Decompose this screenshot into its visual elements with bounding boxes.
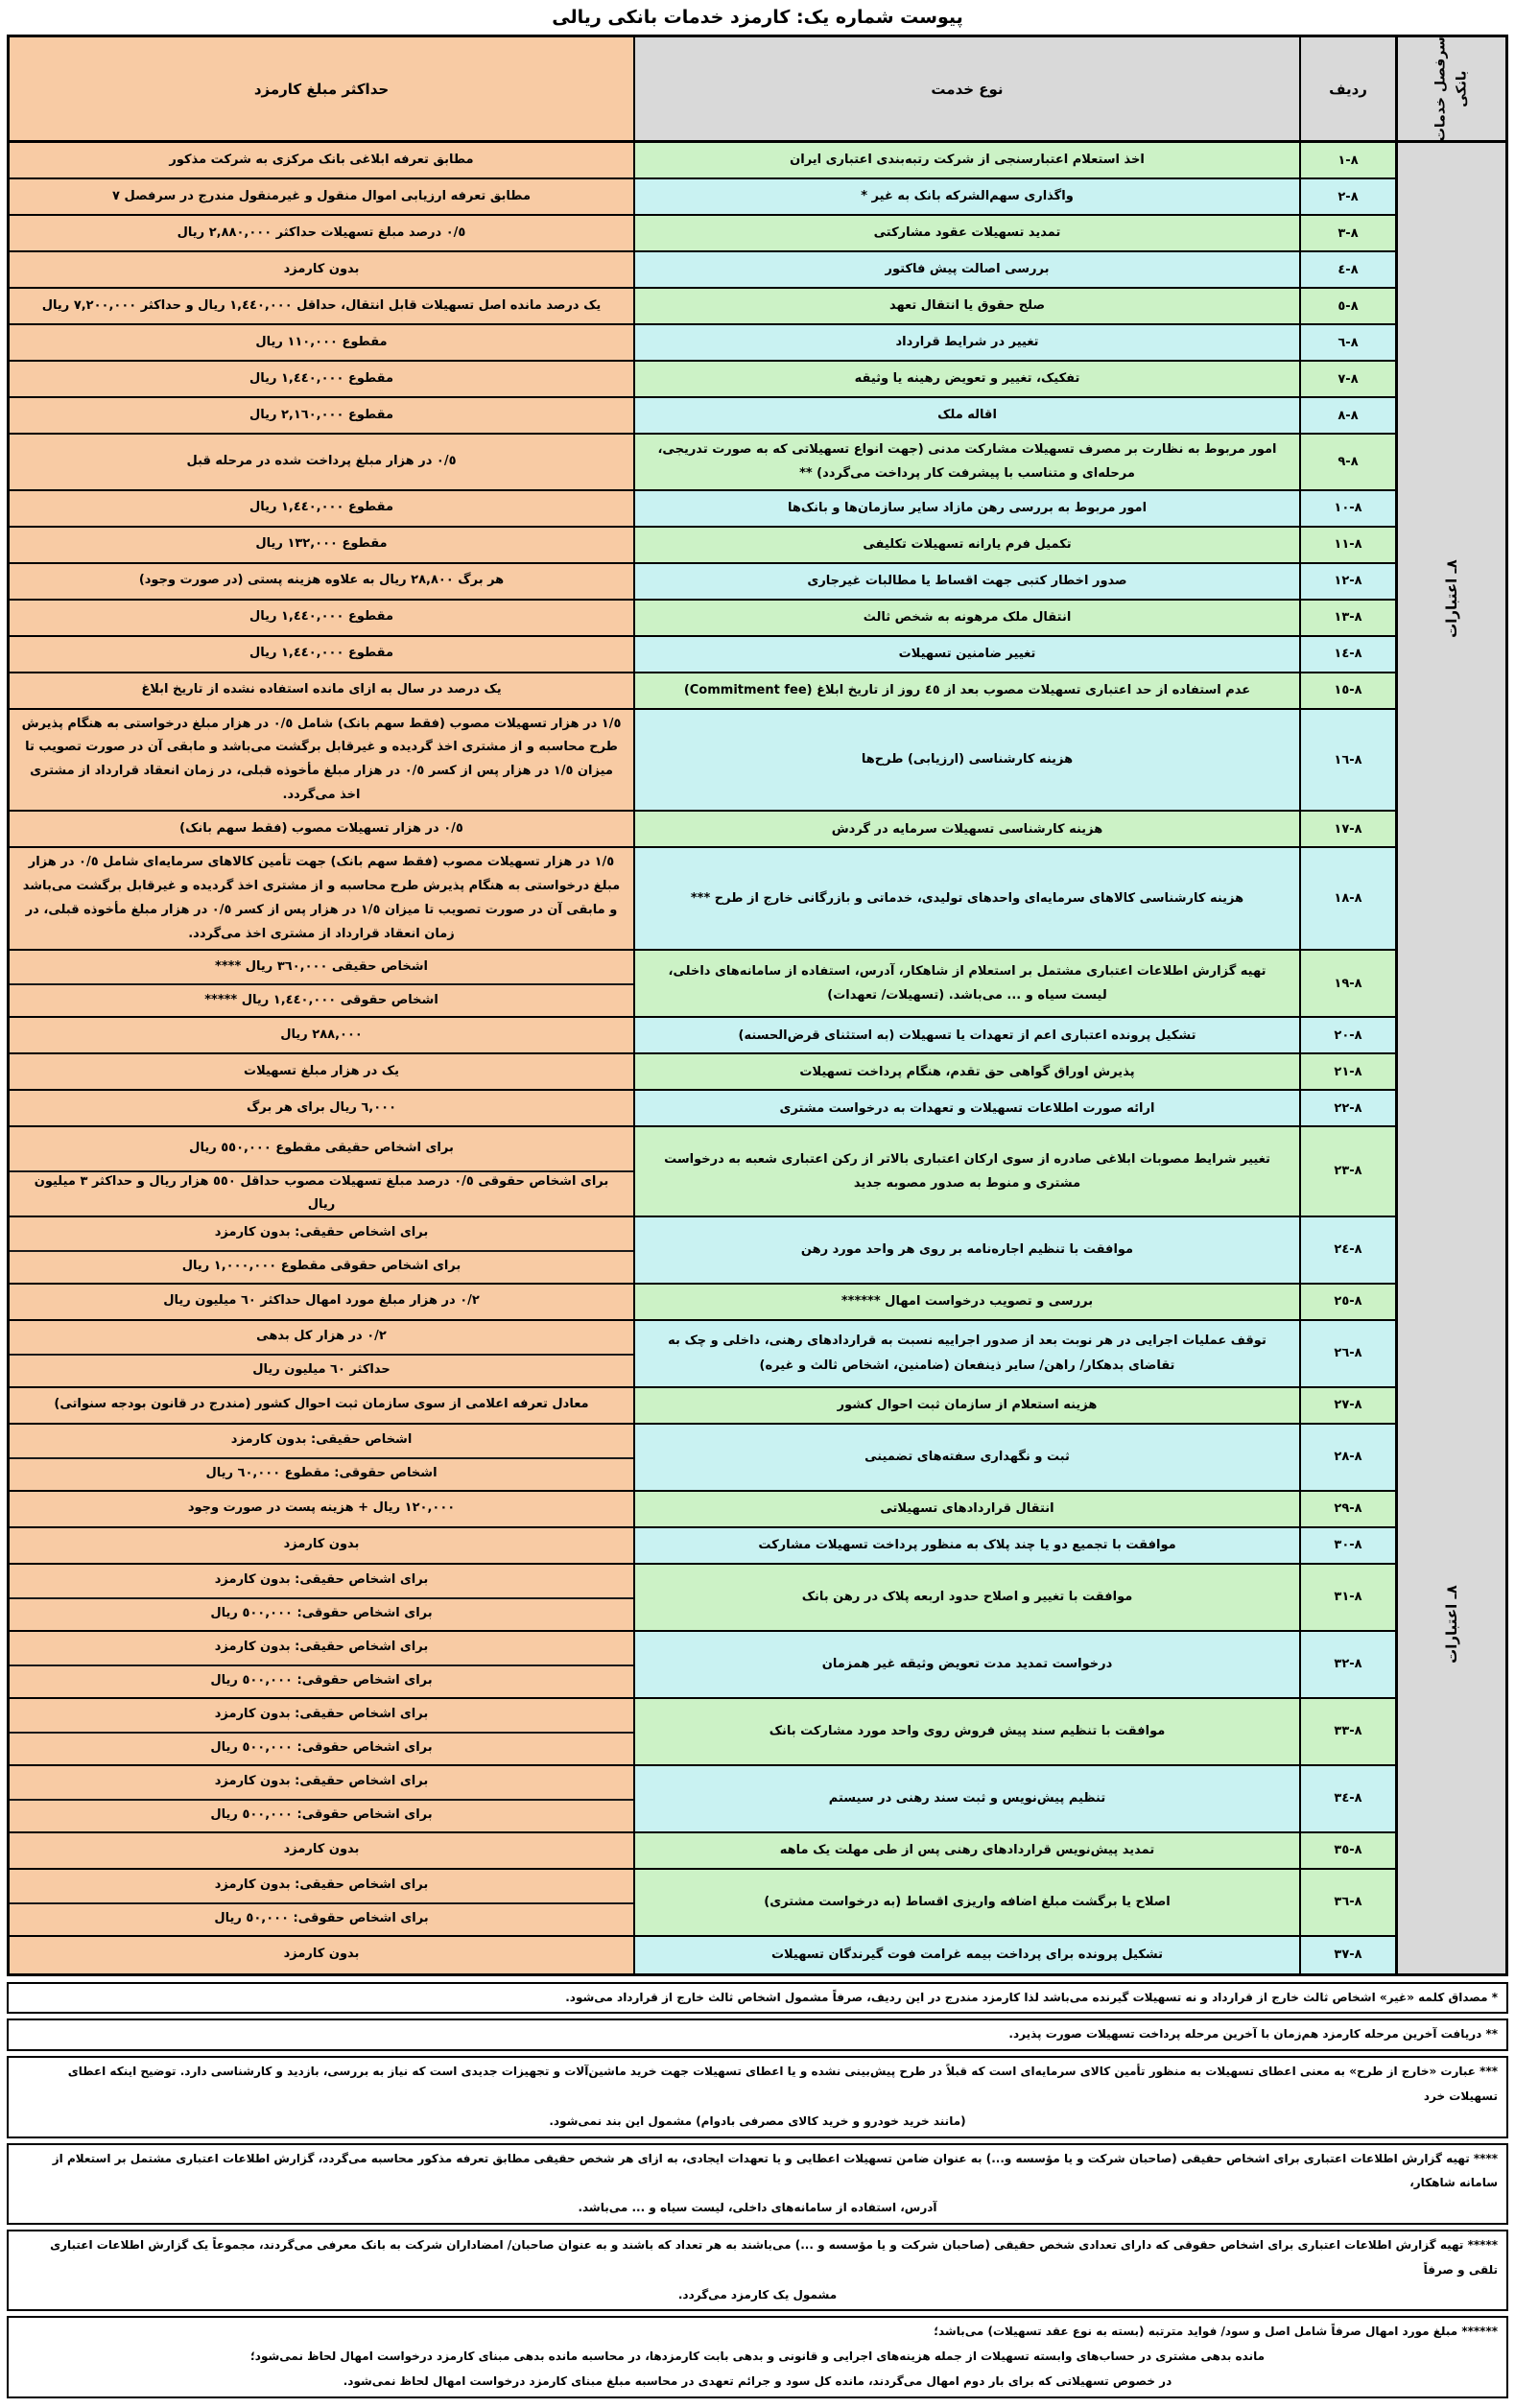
fee-cell bbox=[10, 1870, 633, 1935]
fee-line: ٠/٥ درصد مبلغ تسهیلات حداکثر ٢,٨٨٠,٠٠٠ ریال bbox=[177, 224, 466, 240]
table-row bbox=[10, 216, 1395, 252]
service-cell: تفکیک، تغییر و تعویض رهینه یا وثیقه bbox=[633, 362, 1299, 396]
fee-cell bbox=[10, 528, 633, 562]
service-cell: امور مربوط به نظارت بر مصرف تسهیلات مشارکت مدنی (جهت انواع تسهیلاتی که به صورت تدریجی، مرحله‌ای و متناسب با پیشرفت کار پرداخت می‌گردد) ** bbox=[633, 435, 1299, 489]
fee-cell bbox=[10, 951, 633, 1016]
table-row bbox=[10, 951, 1395, 1018]
service-cell: بررسی اصالت پیش فاکتور bbox=[633, 252, 1299, 287]
fee-cell bbox=[10, 710, 633, 811]
row-id-cell: ٨-٢٥ bbox=[1299, 1285, 1395, 1319]
service-cell: پذیرش اوراق گواهی حق تقدم، هنگام پرداخت تسهیلات bbox=[633, 1054, 1299, 1089]
table-row bbox=[10, 1285, 1395, 1321]
fee-cell bbox=[10, 1054, 633, 1089]
fee-cell bbox=[10, 216, 633, 250]
row-id-cell: ٨-١٩ bbox=[1299, 951, 1395, 1016]
service-cell: توقف عملیات اجرایی در هر نوبت بعد از صدور اجراییه نسبت به قراردادهای رهنی، داخلی و چک به تقاضای بدهکار/ راهن/ سایر ذینفعان (ضامنین، اشخاص ثالث و غیره) bbox=[633, 1321, 1299, 1386]
row-id-cell: ٨-١٥ bbox=[1299, 673, 1395, 708]
fee-cell bbox=[10, 362, 633, 396]
fee-line: برای اشخاص حقوقی: ٥٠٠,٠٠٠ ریال bbox=[10, 1597, 633, 1630]
footnote-line: آدرس، استفاده از سامانه‌های داخلی، لیست سیاه و ... می‌باشد. bbox=[578, 2201, 937, 2215]
row-id-cell: ٨-١٢ bbox=[1299, 564, 1395, 599]
table-row bbox=[10, 1870, 1395, 1937]
table-row bbox=[10, 289, 1395, 325]
service-cell: تمدید پیش‌نویس قراردادهای رهنی پس از طی مهلت یک ماهه bbox=[633, 1833, 1299, 1868]
service-cell: بررسی و تصویب درخواست امهال ****** bbox=[633, 1285, 1299, 1319]
service-cell: تغییر ضامنین تسهیلات bbox=[633, 637, 1299, 672]
table-row bbox=[10, 848, 1395, 951]
table-row bbox=[10, 710, 1395, 813]
table-row bbox=[10, 528, 1395, 564]
table-row bbox=[10, 435, 1395, 491]
page-title: پیوست شماره یک: کارمزد خدمات بانکی ریالی bbox=[552, 7, 963, 28]
fee-line: ٢٨٨,٠٠٠ ریال bbox=[280, 1027, 363, 1042]
table-row bbox=[10, 812, 1395, 848]
fee-line: ١٢٠,٠٠٠ ریال + هزینه پست در صورت وجود bbox=[187, 1500, 456, 1516]
service-cell: تکمیل فرم یارانه تسهیلات تکلیفی bbox=[633, 528, 1299, 562]
fee-line: حداکثر ٦٠ میلیون ریال bbox=[10, 1354, 633, 1386]
table-row bbox=[10, 1937, 1395, 1973]
section-column bbox=[1395, 37, 1505, 1973]
table-body bbox=[10, 143, 1395, 1973]
fee-cell bbox=[10, 1565, 633, 1630]
table-row bbox=[10, 1632, 1395, 1699]
fee-cell bbox=[10, 325, 633, 360]
fee-cell bbox=[10, 812, 633, 846]
fee-line: برای اشخاص حقیقی مقطوع ٥٥٠,٠٠٠ ریال bbox=[189, 1141, 454, 1156]
table-row bbox=[10, 1565, 1395, 1632]
fee-line: برای اشخاص حقیقی: بدون کارمزد bbox=[214, 1225, 429, 1240]
row-id-cell: ٨-٦ bbox=[1299, 325, 1395, 360]
fee-line: بدون کارمزد bbox=[283, 1537, 360, 1552]
row-id-cell: ٨-١٨ bbox=[1299, 848, 1395, 949]
service-cell: تشکیل پرونده اعتباری اعم از تعهدات یا تسهیلات (به استثنای قرض‌الحسنه) bbox=[633, 1018, 1299, 1052]
row-id-cell: ٨-٨ bbox=[1299, 398, 1395, 433]
fee-cell bbox=[10, 1285, 633, 1319]
service-cell: صدور اخطار کتبی جهت اقساط یا مطالبات غیرجاری bbox=[633, 564, 1299, 599]
service-cell: تنظیم پیش‌نویس و ثبت سند رهنی در سیستم bbox=[633, 1766, 1299, 1831]
row-number-header: ردیف bbox=[1299, 37, 1395, 140]
fee-line: برای اشخاص حقیقی: بدون کارمزد bbox=[214, 1707, 429, 1722]
fee-cell bbox=[10, 1833, 633, 1868]
footnote bbox=[7, 2316, 1508, 2397]
fee-cell bbox=[10, 435, 633, 489]
fee-cell bbox=[10, 1127, 633, 1215]
fee-cell bbox=[10, 1632, 633, 1697]
fee-line: بدون کارمزد bbox=[283, 1842, 360, 1857]
row-id-cell: ٨-٢٤ bbox=[1299, 1217, 1395, 1283]
fee-line: بدون کارمزد bbox=[283, 261, 360, 276]
row-id-cell: ٨-١٠ bbox=[1299, 491, 1395, 526]
section-header-label: سرفصل خدمات بانکی bbox=[1432, 36, 1469, 141]
row-id-cell: ٨-٥ bbox=[1299, 289, 1395, 323]
fee-cell bbox=[10, 252, 633, 287]
fee-cell bbox=[10, 601, 633, 635]
row-id-cell: ٨-١٧ bbox=[1299, 812, 1395, 846]
table-row bbox=[10, 143, 1395, 179]
row-id-cell: ٨-٤ bbox=[1299, 252, 1395, 287]
table-row bbox=[10, 1528, 1395, 1565]
fee-line: یک در هزار مبلغ تسهیلات bbox=[244, 1063, 399, 1078]
table-row bbox=[10, 1766, 1395, 1833]
table-row bbox=[10, 252, 1395, 289]
fee-line: یک درصد در سال به ازای مانده استفاده نشده از تاریخ ابلاغ bbox=[141, 682, 502, 697]
fee-line: برای اشخاص حقوقی: ٥٠٠,٠٠٠ ریال bbox=[10, 1799, 633, 1831]
footnotes bbox=[7, 1982, 1508, 2398]
footnote-line: ****** مبلغ مورد امهال صرفاً شامل اصل و سود/ فواید مترتبه (بسته به نوع عقد تسهیلات) می‌باشد؛ bbox=[934, 2325, 1498, 2339]
section-label: ٨ـ اعتبارات bbox=[1443, 559, 1460, 638]
table-row bbox=[10, 1217, 1395, 1285]
service-cell: ثبت و نگهداری سفته‌های تضمینی bbox=[633, 1425, 1299, 1490]
footnote-line: ** دریافت آخرین مرحله کارمزد هم‌زمان با آخرین مرحله پرداخت تسهیلات صورت پذیرد. bbox=[1008, 2027, 1498, 2042]
fee-cell bbox=[10, 179, 633, 214]
fee-line: مقطوع ١,٤٤٠,٠٠٠ ریال bbox=[249, 609, 394, 625]
row-id-cell: ٨-٣٠ bbox=[1299, 1528, 1395, 1563]
fee-cell bbox=[10, 673, 633, 708]
row-id-cell: ٨-٢٦ bbox=[1299, 1321, 1395, 1386]
table-row bbox=[10, 325, 1395, 362]
fee-line: اشخاص حقوقی: مقطوع ٦٠,٠٠٠ ریال bbox=[10, 1457, 633, 1490]
fee-line: برای اشخاص حقوقی ٠/٥ درصد مبلغ تسهیلات مصوب حداقل ٥٥٠ هزار ریال و حداکثر ٣ میلیون ریال bbox=[10, 1170, 633, 1216]
table-header-row bbox=[10, 37, 1395, 143]
row-id-cell: ٨-١١ bbox=[1299, 528, 1395, 562]
table-row bbox=[10, 362, 1395, 398]
fee-line: برای اشخاص حقیقی: بدون کارمزد bbox=[214, 1877, 429, 1893]
fee-line: هر برگ ٢٨,٨٠٠ ریال به علاوه هزینه پستی (در صورت وجود) bbox=[138, 573, 505, 588]
row-id-cell: ٨-٩ bbox=[1299, 435, 1395, 489]
fee-line: برای اشخاص حقیقی: بدون کارمزد bbox=[214, 1640, 429, 1655]
table-row bbox=[10, 1492, 1395, 1528]
row-id-cell: ٨-١٣ bbox=[1299, 601, 1395, 635]
footnote-line: در خصوص تسهیلاتی که برای بار دوم امهال می‌گردند، مانده کل سود و جرائم تعهدی در محاسبه مبلغ مبنای کارمزد درخواست امهال لحاظ نمی‌شود. bbox=[343, 2373, 1172, 2388]
table-row bbox=[10, 1833, 1395, 1870]
fee-line: ٦,٠٠٠ ریال برای هر برگ bbox=[246, 1099, 397, 1115]
fee-line: ١/٥ در هزار تسهیلات مصوب (فقط سهم بانک) شامل ٠/٥ در هزار مبلغ درخواستی به هنگام پذیرش طرح محاسبه و از مشتری اخذ گردیده و غیرقابل برگشت می‌باشد و مابقی آن در صورت تصویب تا میزان ١/٥ در هزار پس از کسر ٠/٥ در هزار مبلغ مأخوذه قبلی، در زمان انعقاد قرارداد از مشتری اخذ می‌گردد. bbox=[21, 716, 622, 802]
fee-line: مقطوع ١,٤٤٠,٠٠٠ ریال bbox=[249, 646, 394, 661]
table-row bbox=[10, 1127, 1395, 1216]
row-id-cell: ٨-٧ bbox=[1299, 362, 1395, 396]
footnote-line: **** تهیه گزارش اطلاعات اعتباری برای اشخاص حقیقی (صاحبان شرکت و یا مؤسسه و...) به عنوان ضامن تسهیلات اعطایی و یا تعهدات ایجادی، به ازای هر شخص حقیقی مطابق تعرفه مذکور محاسبه می‌گردد، گزارش اطلاعات اعتباری مشتمل بر استعلام از سامانه شاهکار، bbox=[52, 2151, 1498, 2190]
row-id-cell: ٨-٢٨ bbox=[1299, 1425, 1395, 1490]
service-cell: انتقال قراردادهای تسهیلاتی bbox=[633, 1492, 1299, 1526]
fee-cell bbox=[10, 1018, 633, 1052]
fee-line: برای اشخاص حقوقی مقطوع ١,٠٠٠,٠٠٠ ریال bbox=[10, 1250, 633, 1283]
table-row bbox=[10, 491, 1395, 528]
fee-cell bbox=[10, 1321, 633, 1386]
row-id-cell: ٨-٣٣ bbox=[1299, 1699, 1395, 1764]
fee-line: بدون کارمزد bbox=[283, 1947, 360, 1962]
service-cell: تمدید تسهیلات عقود مشارکتی bbox=[633, 216, 1299, 250]
fee-line: ١/٥ در هزار تسهیلات مصوب (فقط سهم بانک) جهت تأمین کالاهای سرمایه‌ای شامل ٠/٥ در هزار مبلغ درخواستی به هنگام پذیرش طرح محاسبه و از مشتری اخذ گردیده و غیرقابل برگشت می‌باشد و مابقی آن در صورت تصویب تا میزان ١/٥ در هزار پس از کسر ٠/٥ در هزار مبلغ مأخوذه قبلی، در زمان انعقاد قرارداد از مشتری اخذ می‌گردد. bbox=[22, 855, 621, 941]
table-row bbox=[10, 637, 1395, 673]
footnote-line: (مانند خرید خودرو و خرید کالای مصرفی بادوام) مشمول این بند نمی‌شود. bbox=[549, 2113, 966, 2128]
row-id-cell: ٨-١٦ bbox=[1299, 710, 1395, 811]
footnote-line: مشمول یک کارمزد می‌گردد. bbox=[677, 2287, 838, 2302]
fee-cell bbox=[10, 1091, 633, 1125]
table-row bbox=[10, 1425, 1395, 1492]
row-id-cell: ٨-٢ bbox=[1299, 179, 1395, 214]
fee-line: برای اشخاص حقیقی: بدون کارمزد bbox=[214, 1774, 429, 1789]
footnote bbox=[7, 2018, 1508, 2051]
row-id-cell: ٨-٢٧ bbox=[1299, 1388, 1395, 1423]
fee-line: ٠/٢ در هزار مبلغ مورد امهال حداکثر ٦٠ میلیون ریال bbox=[163, 1293, 480, 1309]
table-main bbox=[10, 37, 1395, 1973]
footnote bbox=[7, 2230, 1508, 2311]
service-cell: هزینه کارشناسی تسهیلات سرمایه در گردش bbox=[633, 812, 1299, 846]
table-row bbox=[10, 1388, 1395, 1425]
fee-cell bbox=[10, 1699, 633, 1764]
footnote-line: ***** تهیه گزارش اطلاعات اعتباری برای اشخاص حقوقی که دارای تعدادی شخص حقیقی (صاحبان شرکت و یا مؤسسه و ...) می‌باشند به هر تعداد که باشند و به عنوان صاحبان/ امضاداران شرکت به بانک معرفی می‌گردند، مجموعاً یک گزارش اطلاعات اعتباری تلقی و صرفاً bbox=[50, 2237, 1498, 2277]
row-id-cell: ٨-٢٢ bbox=[1299, 1091, 1395, 1125]
fee-cell bbox=[10, 1388, 633, 1423]
fee-cell bbox=[10, 1937, 633, 1973]
fee-line: یک درصد مانده اصل تسهیلات قابل انتقال، حداقل ١,٤٤٠,٠٠٠ ریال و حداکثر ٧,٢٠٠,٠٠٠ ریال bbox=[41, 297, 602, 313]
service-cell: موافقت با تغییر و اصلاح حدود اربعه پلاک در رهن بانک bbox=[633, 1565, 1299, 1630]
fee-line: مقطوع ١,٤٤٠,٠٠٠ ریال bbox=[249, 370, 394, 386]
fee-line: اشخاص حقوقی ١,٤٤٠,٠٠٠ ریال ***** bbox=[10, 983, 633, 1016]
service-cell: هزینه کارشناسی کالاهای سرمایه‌ای واحدهای تولیدی، خدماتی و بازرگانی خارج از طرح *** bbox=[633, 848, 1299, 949]
service-cell: انتقال ملک مرهونه به شخص ثالث bbox=[633, 601, 1299, 635]
fee-line: اشخاص حقیقی ٣٦٠,٠٠٠ ریال **** bbox=[215, 958, 428, 974]
service-cell: هزینه استعلام از سازمان ثبت احوال کشور bbox=[633, 1388, 1299, 1423]
fee-line: برای اشخاص حقیقی: بدون کارمزد bbox=[214, 1572, 429, 1588]
fee-line: معادل تعرفه اعلامی از سوی سازمان ثبت احوال کشور (مندرج در قانون بودجه سنواتی) bbox=[54, 1397, 589, 1412]
row-id-cell: ٨-٣٧ bbox=[1299, 1937, 1395, 1973]
fee-line: مقطوع ١,٤٤٠,٠٠٠ ریال bbox=[249, 500, 394, 515]
service-cell: صلح حقوق یا انتقال تعهد bbox=[633, 289, 1299, 323]
fee-line: ٠/٥ در هزار مبلغ پرداخت شده در مرحله قبل bbox=[186, 454, 457, 468]
table-row bbox=[10, 564, 1395, 601]
table-row bbox=[10, 673, 1395, 710]
service-cell: اصلاح یا برگشت مبلغ اضافه واریزی اقساط (به درخواست مشتری) bbox=[633, 1870, 1299, 1935]
fee-line: برای اشخاص حقوقی: ٥٠٠,٠٠٠ ریال bbox=[10, 1664, 633, 1697]
row-id-cell: ٨-٣ bbox=[1299, 216, 1395, 250]
row-id-cell: ٨-٣٥ bbox=[1299, 1833, 1395, 1868]
fee-line: ٠/٥ در هزار تسهیلات مصوب (فقط سهم بانک) bbox=[179, 821, 463, 837]
table-row bbox=[10, 601, 1395, 637]
table-row bbox=[10, 1054, 1395, 1091]
row-id-cell: ٨-٢٠ bbox=[1299, 1018, 1395, 1052]
service-cell: تغییر در شرایط قرارداد bbox=[633, 325, 1299, 360]
service-cell: واگذاری سهم‌الشرکه بانک به غیر * bbox=[633, 179, 1299, 214]
fee-line: ٠/٢ در هزار کل بدهی bbox=[256, 1329, 387, 1344]
max-fee-header: حداکثر مبلغ کارمزد bbox=[10, 37, 633, 140]
fee-cell bbox=[10, 1766, 633, 1831]
fee-cell bbox=[10, 398, 633, 433]
fees-table bbox=[7, 35, 1508, 1976]
table-row bbox=[10, 1699, 1395, 1766]
fee-line: برای اشخاص حقوقی: ٥٠,٠٠٠ ریال bbox=[10, 1902, 633, 1935]
table-row bbox=[10, 1091, 1395, 1127]
row-id-cell: ٨-٣٢ bbox=[1299, 1632, 1395, 1697]
section-label: ٨ـ اعتبارات bbox=[1443, 1585, 1460, 1664]
fee-cell bbox=[10, 1217, 633, 1283]
fee-cell bbox=[10, 564, 633, 599]
footnote-line: *** عبارت «خارج از طرح» به معنی اعطای تسهیلات به منظور تأمین کالای سرمایه‌ای است که قبلاً در طرح پیش‌بینی نشده و یا اعطای تسهیلات جهت خرید ماشین‌آلات و تجهیزات جدیدی است که نیاز به بررسی، بازدید و کارشناسی دارد. توضیح اینکه اعطای تسهیلات خرد bbox=[67, 2065, 1498, 2103]
service-cell: تهیه گزارش اطلاعات اعتباری مشتمل بر استعلام از شاهکار، آدرس، استفاده از سامانه‌های داخلی، لیست سیاه و ... می‌باشد. (تسهیلات/ تعهدات) bbox=[633, 951, 1299, 1016]
footnote bbox=[7, 1982, 1508, 2015]
fee-cell bbox=[10, 637, 633, 672]
fee-line: مطابق تعرفه ابلاغی بانک مرکزی به شرکت مذکور bbox=[169, 152, 474, 167]
fee-cell bbox=[10, 1528, 633, 1563]
section-header-cell bbox=[1398, 37, 1505, 143]
fee-line: مطابق تعرفه ارزیابی اموال منقول و غیرمنقول مندرج در سرفصل ٧ bbox=[112, 188, 532, 203]
fee-cell bbox=[10, 1425, 633, 1490]
fee-cell bbox=[10, 848, 633, 949]
row-id-cell: ٨-٢١ bbox=[1299, 1054, 1395, 1089]
fee-line: مقطوع ٢,١٦٠,٠٠٠ ریال bbox=[249, 407, 394, 422]
fee-line: مقطوع ١٣٢,٠٠٠ ریال bbox=[255, 536, 388, 552]
row-id-cell: ٨-١ bbox=[1299, 143, 1395, 177]
fee-cell bbox=[10, 491, 633, 526]
footnote bbox=[7, 2143, 1508, 2225]
service-cell: موافقت با تنظیم اجاره‌نامه بر روی هر واحد مورد رهن bbox=[633, 1217, 1299, 1283]
footnote-line: مانده بدهی مشتری در حساب‌های وابسته تسهیلات از جمله هزینه‌های اجرایی و قانونی و بدهی بابت کارمزدها، در محاسبه مانده بدهی مبنای کارمزد درخواست امهال لحاظ نمی‌شود؛ bbox=[249, 2349, 1266, 2364]
table-row bbox=[10, 1321, 1395, 1388]
fee-cell bbox=[10, 289, 633, 323]
fee-line: اشخاص حقیقی: بدون کارمزد bbox=[230, 1432, 413, 1448]
fee-line: مقطوع ١١٠,٠٠٠ ریال bbox=[255, 334, 388, 349]
service-cell: تشکیل پرونده برای پرداخت بیمه غرامت فوت گیرندگان تسهیلات bbox=[633, 1937, 1299, 1973]
footnote-line: * مصداق کلمه «غیر» اشخاص ثالث خارج از قرارداد و نه تسهیلات گیرنده می‌باشد لذا کارمزد مندرج در این ردیف، صرفاً مشمول اشخاص ثالث خارج از قرارداد می‌شود. bbox=[565, 1990, 1498, 2004]
service-cell: اخذ استعلام اعتبارسنجی از شرکت رتبه‌بندی اعتباری ایران bbox=[633, 143, 1299, 177]
fee-cell bbox=[10, 143, 633, 177]
row-id-cell: ٨-٣١ bbox=[1299, 1565, 1395, 1630]
service-cell: ارائه صورت اطلاعات تسهیلات و تعهدات به درخواست مشتری bbox=[633, 1091, 1299, 1125]
fee-line: برای اشخاص حقوقی: ٥٠٠,٠٠٠ ریال bbox=[10, 1732, 633, 1764]
table-row bbox=[10, 1018, 1395, 1054]
footnote bbox=[7, 2056, 1508, 2137]
service-cell: تغییر شرایط مصوبات ابلاغی صادره از سوی ارکان اعتباری بالاتر از رکن اعتباری شعبه به درخواست مشتری و منوط به صدور مصوبه جدید bbox=[633, 1127, 1299, 1215]
service-cell: امور مربوط به بررسی رهن مازاد سایر سازمان‌ها و بانک‌ها bbox=[633, 491, 1299, 526]
service-cell: عدم استفاده از حد اعتباری تسهیلات مصوب بعد از ٤٥ روز از تاریخ ابلاغ (Commitment fee) bbox=[633, 673, 1299, 708]
fee-cell bbox=[10, 1492, 633, 1526]
service-cell: هزینه کارشناسی (ارزیابی) طرح‌ها bbox=[633, 710, 1299, 811]
row-id-cell: ٨-٣٦ bbox=[1299, 1870, 1395, 1935]
table-row bbox=[10, 179, 1395, 216]
service-cell: درخواست تمدید مدت تعویض وثیقه غیر همزمان bbox=[633, 1632, 1299, 1697]
service-cell: اقاله ملک bbox=[633, 398, 1299, 433]
table-row bbox=[10, 398, 1395, 435]
row-id-cell: ٨-٢٩ bbox=[1299, 1492, 1395, 1526]
row-id-cell: ٨-١٤ bbox=[1299, 637, 1395, 672]
row-id-cell: ٨-٣٤ bbox=[1299, 1766, 1395, 1831]
service-cell: موافقت با تنظیم سند پیش فروش روی واحد مورد مشارکت بانک bbox=[633, 1699, 1299, 1764]
service-cell: موافقت با تجمیع دو یا چند پلاک به منظور پرداخت تسهیلات مشارکت bbox=[633, 1528, 1299, 1563]
row-id-cell: ٨-٢٣ bbox=[1299, 1127, 1395, 1215]
service-type-header: نوع خدمت bbox=[633, 37, 1299, 140]
